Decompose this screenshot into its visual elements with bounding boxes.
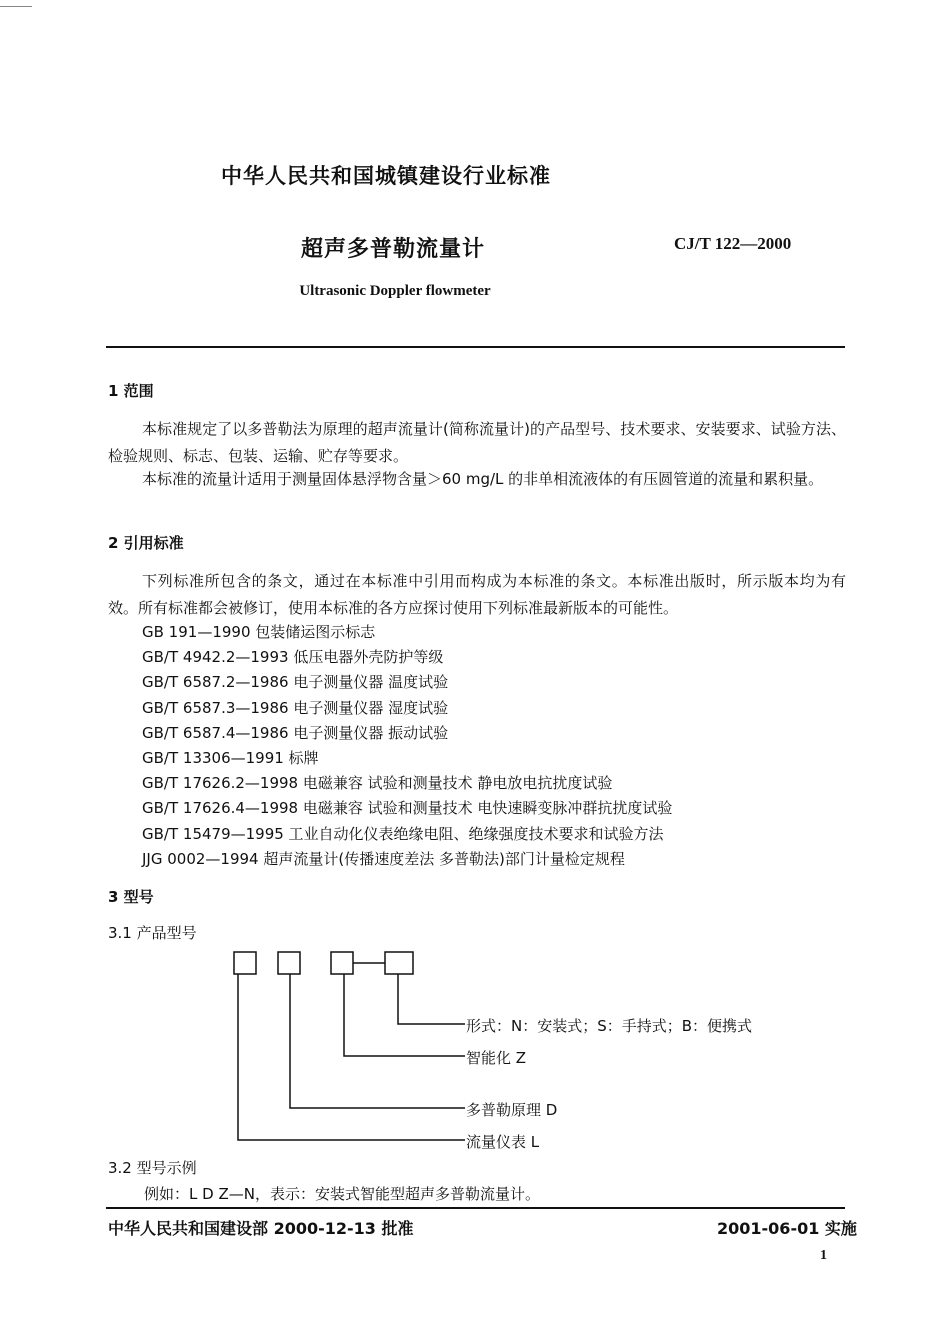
code-box-1	[234, 952, 256, 974]
section-2-intro: 下列标准所包含的条文，通过在本标准中引用而构成为本标准的条文。本标准出版时，所示版本均为有效。所有标准都会被修订，使用本标准的各方应探讨使用下列标准最新版本的可能性。	[108, 572, 846, 617]
reference-item: GB 191—1990 包装储运图示标志	[142, 623, 376, 641]
page-number: 1	[820, 1248, 827, 1263]
reference-item: GB/T 6587.4—1986 电子测量仪器 振动试验	[142, 723, 449, 742]
label-form: 形式：N：安装式；S：手持式；B：便携式	[466, 1017, 753, 1035]
effective-date: 2001-06-01 实施	[717, 1219, 857, 1238]
document-title: 超声多普勒流量计	[300, 237, 485, 262]
model-example: 例如：L D Z—N，表示：安装式智能型超声多普勒流量计。	[144, 1185, 540, 1203]
section-1-para-1: 本标准规定了以多普勒法为原理的超声流量计(简称流量计)的产品型号、技术要求、安装要求、试验方法、检验规则、标志、包装、运输、贮存等要求。	[108, 420, 846, 465]
code-box-3	[331, 952, 353, 974]
reference-item: GB/T 13306—1991 标牌	[142, 749, 319, 768]
section-3-2-heading: 3.2 型号示例	[108, 1159, 197, 1177]
reference-item: GB/T 17626.2—1998 电磁兼容 试验和测量技术 静电放电抗扰度试验	[142, 774, 613, 793]
reference-item: JJG 0002—1994 超声流量计(传播速度差法 多普勒法)部门计量检定规程	[142, 849, 625, 868]
approval-info: 中华人民共和国建设部 2000-12-13 批准	[108, 1219, 414, 1238]
section-2-heading: 2 引用标准	[108, 534, 184, 552]
leader-doppler	[290, 974, 465, 1108]
code-box-2	[278, 952, 300, 974]
label-doppler: 多普勒原理 D	[466, 1101, 558, 1119]
code-box-4	[385, 952, 413, 974]
reference-item: GB/T 17626.4—1998 电磁兼容 试验和测量技术 电快速瞬变脉冲群抗扰度试验	[142, 799, 673, 818]
header-divider	[106, 346, 845, 348]
section-1-heading: 1 范围	[108, 382, 154, 400]
reference-list	[142, 620, 672, 872]
label-smart: 智能化 Z	[466, 1049, 527, 1067]
standard-code: CJ/T 122—2000	[674, 234, 792, 253]
leader-form	[398, 974, 465, 1024]
section-1-para-2: 本标准的流量计适用于测量固体悬浮物含量＞60 mg/L 的非单相流液体的有压圆管道的流量和累积量。	[142, 470, 824, 488]
section-3-1-heading: 3.1 产品型号	[108, 924, 197, 942]
leader-smart	[344, 974, 465, 1056]
scan-corner-mark	[0, 6, 32, 7]
section-3-heading: 3 型号	[108, 888, 154, 906]
issuer-title: 中华人民共和国城镇建设行业标准	[221, 164, 551, 188]
reference-item: GB/T 6587.3—1986 电子测量仪器 湿度试验	[142, 698, 449, 717]
label-meter: 流量仪表 L	[466, 1133, 540, 1151]
leader-meter	[238, 974, 465, 1140]
reference-item: GB/T 6587.2—1986 电子测量仪器 温度试验	[142, 673, 449, 692]
english-title: Ultrasonic Doppler flowmeter	[299, 283, 491, 299]
reference-item: GB/T 15479—1995 工业自动化仪表绝缘电阻、绝缘强度技术要求和试验方法	[142, 824, 664, 843]
reference-item: GB/T 4942.2—1993 低压电器外壳防护等级	[142, 648, 444, 667]
footer-divider	[106, 1207, 845, 1209]
